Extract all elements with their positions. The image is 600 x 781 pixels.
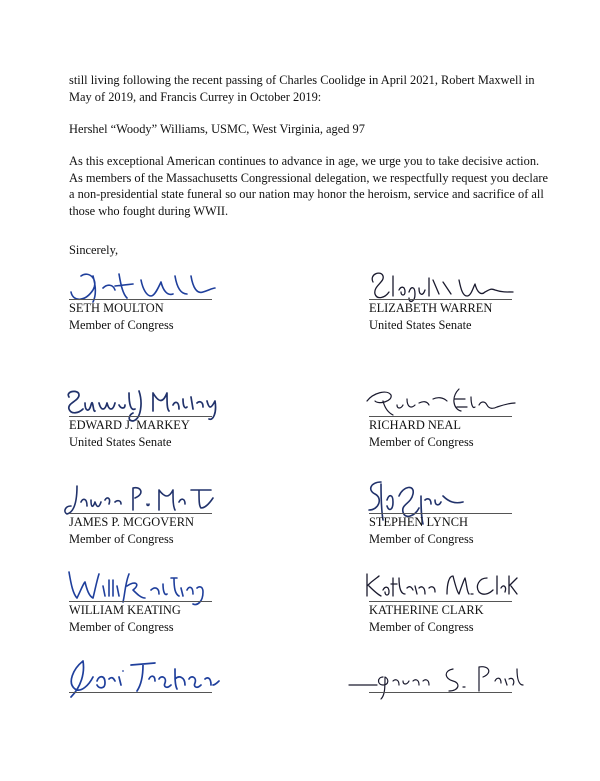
signature-block-keating [69,564,299,654]
signatory-title: United States Senate [369,318,472,332]
signatory-name: RICHARD NEAL [369,418,461,432]
signature-block-trahan [69,655,299,745]
signatory-title: United States Senate [69,435,172,449]
signatory-title: Member of Congress [369,532,474,546]
letter-paragraph-1: still living following the recent passing of Charles Coolidge in April 2021, Robert Maxwell in May of 2019, and Francis Currey in October 2019: [69,73,535,104]
signature-line [369,692,512,693]
letter-paragraph-3: As this exceptional American continues to advance in age, we urge you to take decisive action. As members of the Massachusetts Congressional delegation, we respectfully request you declare a non-presidential state funeral so our nation may honor the heroism, service and sacrifice of all those who fought during WWII. [69,154,548,218]
signatory-name: ELIZABETH WARREN [369,301,493,315]
signature-block-clark [369,564,599,654]
signatory-title: Member of Congress [69,318,174,332]
signatory-title: Member of Congress [369,620,474,634]
signature-block-moulton [69,262,299,352]
signatory-title: Member of Congress [69,620,174,634]
signatory-name: EDWARD J. MARKEY [69,418,190,432]
signatory-name: SETH MOULTON [69,301,164,315]
signatory-title: Member of Congress [69,532,174,546]
signature-block-pressley [369,655,599,745]
signature-block-neal [369,379,599,469]
letter-paragraph-2: Hershel “Woody” Williams, USMC, West Virginia, aged 97 [69,122,365,136]
signature-block-warren [369,262,599,352]
signatory-name: WILLIAM KEATING [69,603,181,617]
signature-block-markey [69,379,299,469]
signatory-name: JAMES P. MCGOVERN [69,515,194,529]
signature-block-lynch [369,476,599,566]
signatory-name: KATHERINE CLARK [369,603,484,617]
closing-salutation: Sincerely, [69,243,119,257]
signature-trahan [63,655,223,703]
signature-block-mcgovern [69,476,299,566]
signatory-name: STEPHEN LYNCH [369,515,468,529]
signature-line [69,692,212,693]
signature-pressley [363,655,523,703]
signatory-title: Member of Congress [369,435,474,449]
